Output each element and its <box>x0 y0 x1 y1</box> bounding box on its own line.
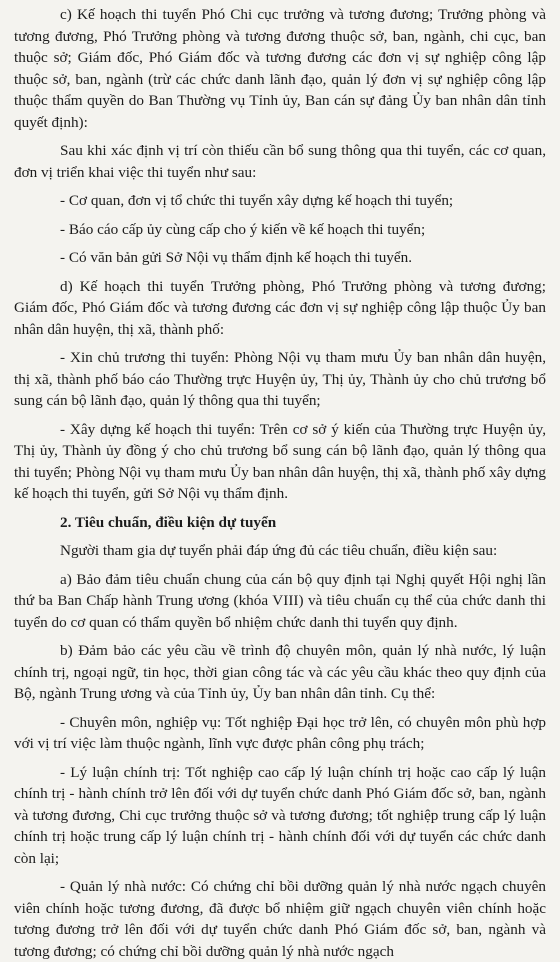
bullet-organize: - Cơ quan, đơn vị tổ chức thi tuyển xây dựng kế hoạch thi tuyển; <box>60 192 454 209</box>
bullet-send: - Có văn bản gửi Sở Nội vụ thẩm định kế hoạch thi tuyển. <box>60 249 413 266</box>
bullet-state-management: - Quản lý nhà nước: Có chứng chỉ bồi dưỡng quản lý nhà nước ngạch chuyên viên chính hoặc tương đương, đã được bổ nhiệm giữ ngạch chuyên viên chính hoặc tương đương trở lên đối với dự tuyển chức danh Phó Giám đốc sở, ban, ngành và tương đương; có chứng chỉ bồi dưỡng quản lý nhà nước ngạch <box>14 878 546 960</box>
paragraph-candidates: Người tham gia dự tuyển phải đáp ứng đủ các tiêu chuẩn, điều kiện sau: <box>60 542 498 559</box>
paragraph-after-determine: Sau khi xác định vị trí còn thiếu cần bổ sung thông qua thi tuyển, các cơ quan, đơn vị triển khai việc thi tuyển như sau: <box>14 142 546 181</box>
paragraph-a: a) Bảo đảm tiêu chuẩn chung của cán bộ quy định tại Nghị quyết Hội nghị lần thứ ba Ban Chấp hành Trung ương (khóa VIII) và tiêu chuẩn cụ thể của chức danh thi tuyển do cơ quan có thẩm quyền bổ nhiệm chức danh thi tuyển quy định. <box>14 570 546 631</box>
bullet-political-theory: - Lý luận chính trị: Tốt nghiệp cao cấp lý luận chính trị hoặc cao cấp lý luận chính trị - hành chính trở lên đối với dự tuyển chức danh Phó Giám đốc sở, ban, ngành và tương đương, Chi cục trưởng thuộc sở và tương đương; tốt nghiệp trung cấp lý luận chính trị hoặc trung cấp lý luận chính trị - hành chính đối với dự tuyển các chức danh còn lại; <box>14 763 546 867</box>
paragraph-d: d) Kế hoạch thi tuyển Trưởng phòng, Phó Trưởng phòng và tương đương; Giám đốc, Phó Giám đốc và tương đương các đơn vị sự nghiệp công lập thuộc Ủy ban nhân dân huyện, thị xã, thành phố: <box>14 277 546 338</box>
paragraph-b: b) Đảm bảo các yêu cầu về trình độ chuyên môn, quản lý nhà nước, lý luận chính trị, ngoại ngữ, tin học, thời gian công tác và các yêu cầu khác theo quy định của Bộ, ngành Trung ương và của Tỉnh ủy, Ủy ban nhân dân tỉnh. Cụ thể: <box>14 642 546 702</box>
bullet-build-plan: - Xây dựng kế hoạch thi tuyển: Trên cơ sở ý kiến của Thường trực Huyện ủy, Thị ủy, Thành ủy đồng ý cho chủ trương bổ sung cán bộ lãnh đạo, quản lý thông qua thi tuyển; Phòng Nội vụ tham mưu Ủy ban nhân dân huyện, thị xã, thành phố xây dựng kế hoạch thi tuyển, gửi Sở Nội vụ thẩm định. <box>14 420 546 502</box>
section-heading: 2. Tiêu chuẩn, điều kiện dự tuyển <box>60 513 277 531</box>
paragraph-c: c) Kế hoạch thi tuyển Phó Chi cục trưởng và tương đương; Trưởng phòng và tương đương, Phó Trưởng phòng và tương đương thuộc sở, ban, ngành, chi cục, ban thuộc sở; Giám đốc, Phó Giám đốc và tương đương các đơn vị sự nghiệp công lập thuộc sở, ban, ngành (trừ các chức danh lãnh đạo, quản lý đơn vị sự nghiệp công lập thuộc thẩm quyền do Ban Thường vụ Tỉnh ủy, Ban cán sự đảng Ủy ban nhân dân tỉnh quyết định): <box>14 6 546 131</box>
bullet-request-policy: - Xin chủ trương thi tuyển: Phòng Nội vụ tham mưu Ủy ban nhân dân huyện, thị xã, thành phố báo cáo Thường trực Huyện ủy, Thị ủy, Thành ủy cho chủ trương bổ sung cán bộ lãnh đạo, quản lý thông qua thi tuyển; <box>14 349 546 409</box>
bullet-expertise: - Chuyên môn, nghiệp vụ: Tốt nghiệp Đại học trở lên, có chuyên môn phù hợp với vị trí việc làm thuộc ngành, lĩnh vực được phân công phụ trách; <box>14 713 546 752</box>
bullet-report: - Báo cáo cấp ủy cùng cấp cho ý kiến về kế hoạch thi tuyển; <box>60 220 426 238</box>
